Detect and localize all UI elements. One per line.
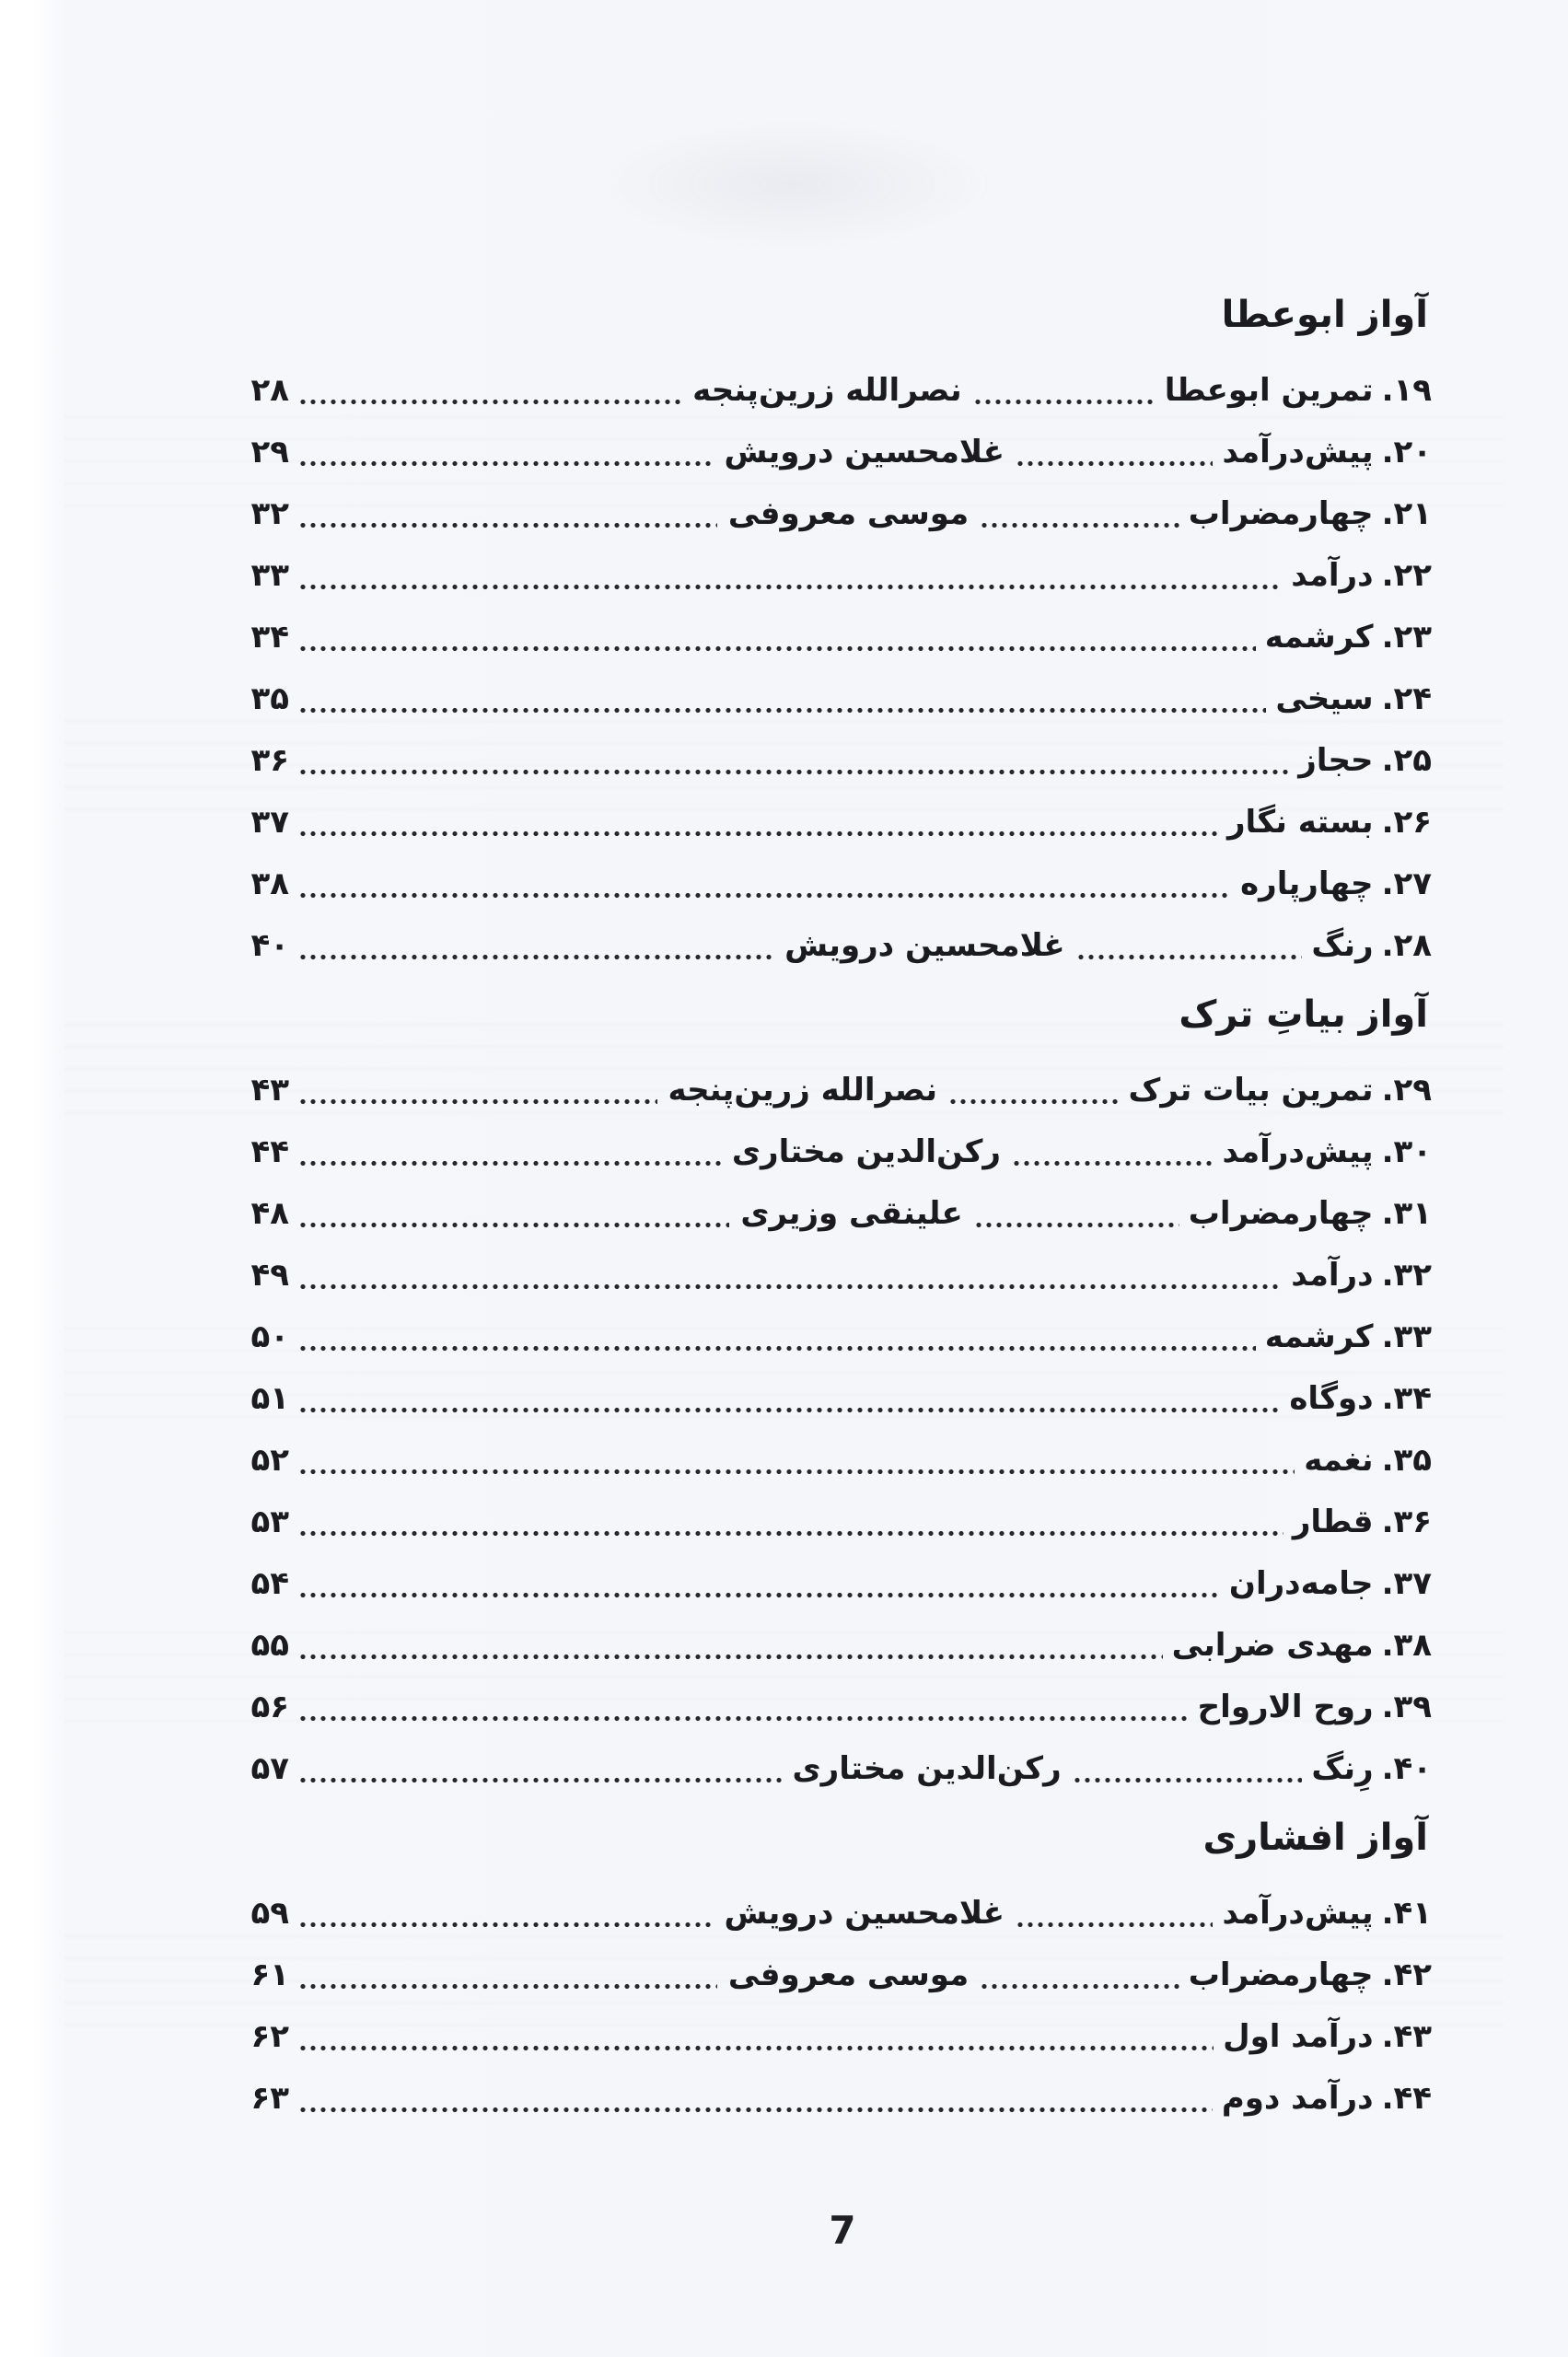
- dot-leader: [973, 399, 1156, 405]
- dot-leader: [298, 399, 681, 405]
- toc-entry: [236, 1614, 1432, 1676]
- toc-entry: [236, 1882, 1432, 1944]
- dot-leader: [1073, 1777, 1303, 1783]
- entry-composer: موسی معروفی: [727, 494, 970, 532]
- entry-composer: نصرالله زرین‌پنجه: [692, 371, 962, 409]
- entry-composer: غلامحسین درویش: [784, 926, 1065, 964]
- toc-entry: [236, 1244, 1432, 1306]
- entry-number: ۳۶.: [1381, 1503, 1432, 1540]
- toc-entry: [236, 359, 1432, 421]
- entry-page-number: ۴۳: [250, 1071, 289, 1109]
- entry-composer: نصرالله زرین‌پنجه: [668, 1071, 937, 1109]
- dot-leader: [974, 1222, 1179, 1228]
- entry-title: درآمد اول: [1223, 2017, 1374, 2055]
- toc-entry: [236, 1367, 1432, 1429]
- dot-leader: [298, 522, 717, 528]
- entry-number: ۲۱.: [1381, 494, 1432, 532]
- dot-leader: [298, 1983, 717, 1990]
- entry-number: ۳۸.: [1381, 1626, 1432, 1664]
- dot-leader: [298, 1530, 1283, 1537]
- dot-leader: [298, 1407, 1280, 1413]
- dot-leader: [1012, 1160, 1214, 1167]
- entry-page-number: ۳۸: [250, 865, 289, 902]
- toc-entry: [236, 421, 1432, 482]
- entry-number: ۳۹.: [1381, 1688, 1432, 1725]
- dot-leader: [298, 1222, 729, 1228]
- entry-number: ۱۹.: [1381, 371, 1432, 409]
- entry-page-number: ۴۸: [250, 1194, 289, 1232]
- entry-page-number: ۵۳: [250, 1503, 289, 1540]
- entry-title: رنگ: [1311, 926, 1374, 964]
- toc-entry: [236, 544, 1432, 606]
- toc-entry: [236, 482, 1432, 544]
- dot-leader: [298, 830, 1218, 837]
- dot-leader: [1076, 954, 1303, 960]
- entry-number: ۴۱.: [1381, 1894, 1432, 1932]
- toc-entry: [236, 1737, 1432, 1799]
- entry-number: ۲۶.: [1381, 803, 1432, 841]
- entry-page-number: ۶۱: [250, 1956, 289, 1993]
- entry-title: چهارمضراب: [1188, 1956, 1374, 1993]
- dot-leader: [298, 1922, 713, 1928]
- dot-leader: [980, 522, 1179, 528]
- toc-entry: [236, 1429, 1432, 1491]
- entry-page-number: ۵۲: [250, 1441, 289, 1479]
- dot-leader: [298, 1160, 721, 1167]
- entry-number: ۳۰.: [1381, 1132, 1432, 1170]
- entry-title: چهارپاره: [1240, 865, 1374, 902]
- dot-leader: [298, 954, 773, 960]
- bleedthrough-smudge: [589, 120, 994, 249]
- entry-number: ۲۴.: [1381, 679, 1432, 717]
- entry-number: ۲۲.: [1381, 556, 1432, 594]
- toc-entry: [236, 1491, 1432, 1552]
- entry-title: مهدی ضرابی: [1171, 1626, 1374, 1664]
- entry-page-number: ۵۱: [250, 1379, 289, 1417]
- section-header-bayat-tork: آواز بیاتِ ترک: [1179, 993, 1428, 1036]
- entry-number: ۴۴.: [1381, 2079, 1432, 2117]
- entry-title: تمرین ابوعطا: [1164, 371, 1374, 409]
- entry-title: جامه‌دران: [1228, 1564, 1374, 1602]
- toc-entry: [236, 668, 1432, 729]
- page-folio-number: 7: [829, 2208, 856, 2253]
- entry-number: ۳۵.: [1381, 1441, 1432, 1479]
- entry-title: کرشمه: [1264, 1318, 1374, 1355]
- entry-page-number: ۲۹: [250, 433, 289, 470]
- toc-entry: [236, 853, 1432, 914]
- toc-entry: [236, 1182, 1432, 1244]
- entry-title: چهارمضراب: [1188, 1194, 1374, 1232]
- toc-entry: [236, 729, 1432, 791]
- entry-page-number: ۵۹: [250, 1894, 289, 1932]
- dot-leader: [298, 584, 1282, 590]
- dot-leader: [298, 1283, 1282, 1290]
- entry-composer: غلامحسین درویش: [724, 433, 1005, 470]
- entry-title: حجاز: [1298, 741, 1374, 779]
- entry-number: ۳۱.: [1381, 1194, 1432, 1232]
- toc-entry: [236, 606, 1432, 668]
- entry-page-number: ۶۲: [250, 2017, 289, 2055]
- entry-page-number: ۴۴: [250, 1132, 289, 1170]
- dot-leader: [298, 1777, 782, 1783]
- dot-leader: [1016, 460, 1214, 467]
- entry-page-number: ۶۳: [250, 2079, 289, 2117]
- dot-leader: [298, 1098, 657, 1105]
- entry-page-number: ۵۵: [250, 1626, 289, 1664]
- entry-title: رِنگ: [1311, 1749, 1374, 1787]
- entry-title: بسته نگار: [1226, 803, 1374, 841]
- section-header-afshari: آواز افشاری: [1202, 1817, 1428, 1859]
- toc-entry: [236, 2067, 1432, 2129]
- dot-leader: [298, 707, 1266, 714]
- entry-page-number: ۳۵: [250, 679, 289, 717]
- entry-composer: رکن‌الدین مختاری: [731, 1132, 1001, 1170]
- entry-page-number: ۳۷: [250, 803, 289, 841]
- section-header-abuata: آواز ابوعطا: [1221, 294, 1428, 336]
- entry-page-number: ۵۰: [250, 1318, 289, 1355]
- entry-number: ۲۰.: [1381, 433, 1432, 470]
- entry-page-number: ۵۴: [250, 1564, 289, 1602]
- dot-leader: [298, 1345, 1256, 1352]
- entry-title: پیش‌درآمد: [1222, 1132, 1374, 1170]
- entry-title: پیش‌درآمد: [1222, 1894, 1374, 1932]
- entry-title: درآمد: [1291, 556, 1374, 594]
- entry-number: ۴۳.: [1381, 2017, 1432, 2055]
- dot-leader: [298, 1654, 1163, 1660]
- entry-number: ۳۴.: [1381, 1379, 1432, 1417]
- entry-title: کرشمه: [1264, 618, 1374, 656]
- dot-leader: [298, 645, 1256, 652]
- dot-leader: [298, 1592, 1220, 1598]
- dot-leader: [298, 460, 713, 467]
- entry-number: ۴۰.: [1381, 1749, 1432, 1787]
- entry-composer: رکن‌الدین مختاری: [792, 1749, 1062, 1787]
- dot-leader: [298, 2107, 1213, 2113]
- entry-page-number: ۵۷: [250, 1749, 289, 1787]
- entry-composer: موسی معروفی: [727, 1956, 970, 1993]
- dot-leader: [948, 1098, 1120, 1105]
- toc-entry: [236, 2005, 1432, 2067]
- entry-number: ۴۲.: [1381, 1956, 1432, 1993]
- dot-leader: [298, 769, 1289, 775]
- entry-number: ۲۳.: [1381, 618, 1432, 656]
- entry-page-number: ۴۹: [250, 1256, 289, 1294]
- dot-leader: [298, 1715, 1189, 1722]
- toc-entry: [236, 791, 1432, 853]
- entry-title: روح الارواح: [1197, 1688, 1374, 1725]
- entry-page-number: ۳۳: [250, 556, 289, 594]
- entry-page-number: ۴۰: [250, 926, 289, 964]
- entry-composer: علینقی وزیری: [740, 1194, 963, 1232]
- entry-number: ۲۸.: [1381, 926, 1432, 964]
- entry-number: ۲۷.: [1381, 865, 1432, 902]
- entry-page-number: ۳۴: [250, 618, 289, 656]
- entry-title: سیخی: [1275, 679, 1374, 717]
- dot-leader: [980, 1983, 1179, 1990]
- entry-number: ۲۹.: [1381, 1071, 1432, 1109]
- entry-number: ۳۷.: [1381, 1564, 1432, 1602]
- dot-leader: [298, 1469, 1295, 1475]
- dot-leader: [1016, 1922, 1214, 1928]
- toc-entry: [236, 1676, 1432, 1737]
- toc-entry: [236, 1120, 1432, 1182]
- entry-page-number: ۳۶: [250, 741, 289, 779]
- dot-leader: [298, 2045, 1214, 2051]
- entry-number: ۳۲.: [1381, 1256, 1432, 1294]
- entry-number: ۲۵.: [1381, 741, 1432, 779]
- entry-title: نغمه: [1304, 1441, 1374, 1479]
- entry-page-number: ۵۶: [250, 1688, 289, 1725]
- dot-leader: [298, 892, 1231, 899]
- entry-page-number: ۲۸: [250, 371, 289, 409]
- entry-title: قطار: [1292, 1503, 1374, 1540]
- toc-entry: [236, 1944, 1432, 2005]
- entry-page-number: ۳۲: [250, 494, 289, 532]
- entry-title: پیش‌درآمد: [1222, 433, 1374, 470]
- toc-entry: [236, 1306, 1432, 1367]
- toc-entry: [236, 1552, 1432, 1614]
- table-of-contents: [236, 293, 1432, 2129]
- toc-entry: [236, 914, 1432, 976]
- entry-title: دوگاه: [1289, 1379, 1374, 1417]
- entry-number: ۳۳.: [1381, 1318, 1432, 1355]
- entry-title: درآمد دوم: [1221, 2079, 1374, 2117]
- entry-title: تمرین بیات ترک: [1128, 1071, 1374, 1109]
- entry-title: چهارمضراب: [1188, 494, 1374, 532]
- entry-composer: غلامحسین درویش: [724, 1894, 1005, 1932]
- toc-entry: [236, 1059, 1432, 1120]
- entry-title: درآمد: [1291, 1256, 1374, 1294]
